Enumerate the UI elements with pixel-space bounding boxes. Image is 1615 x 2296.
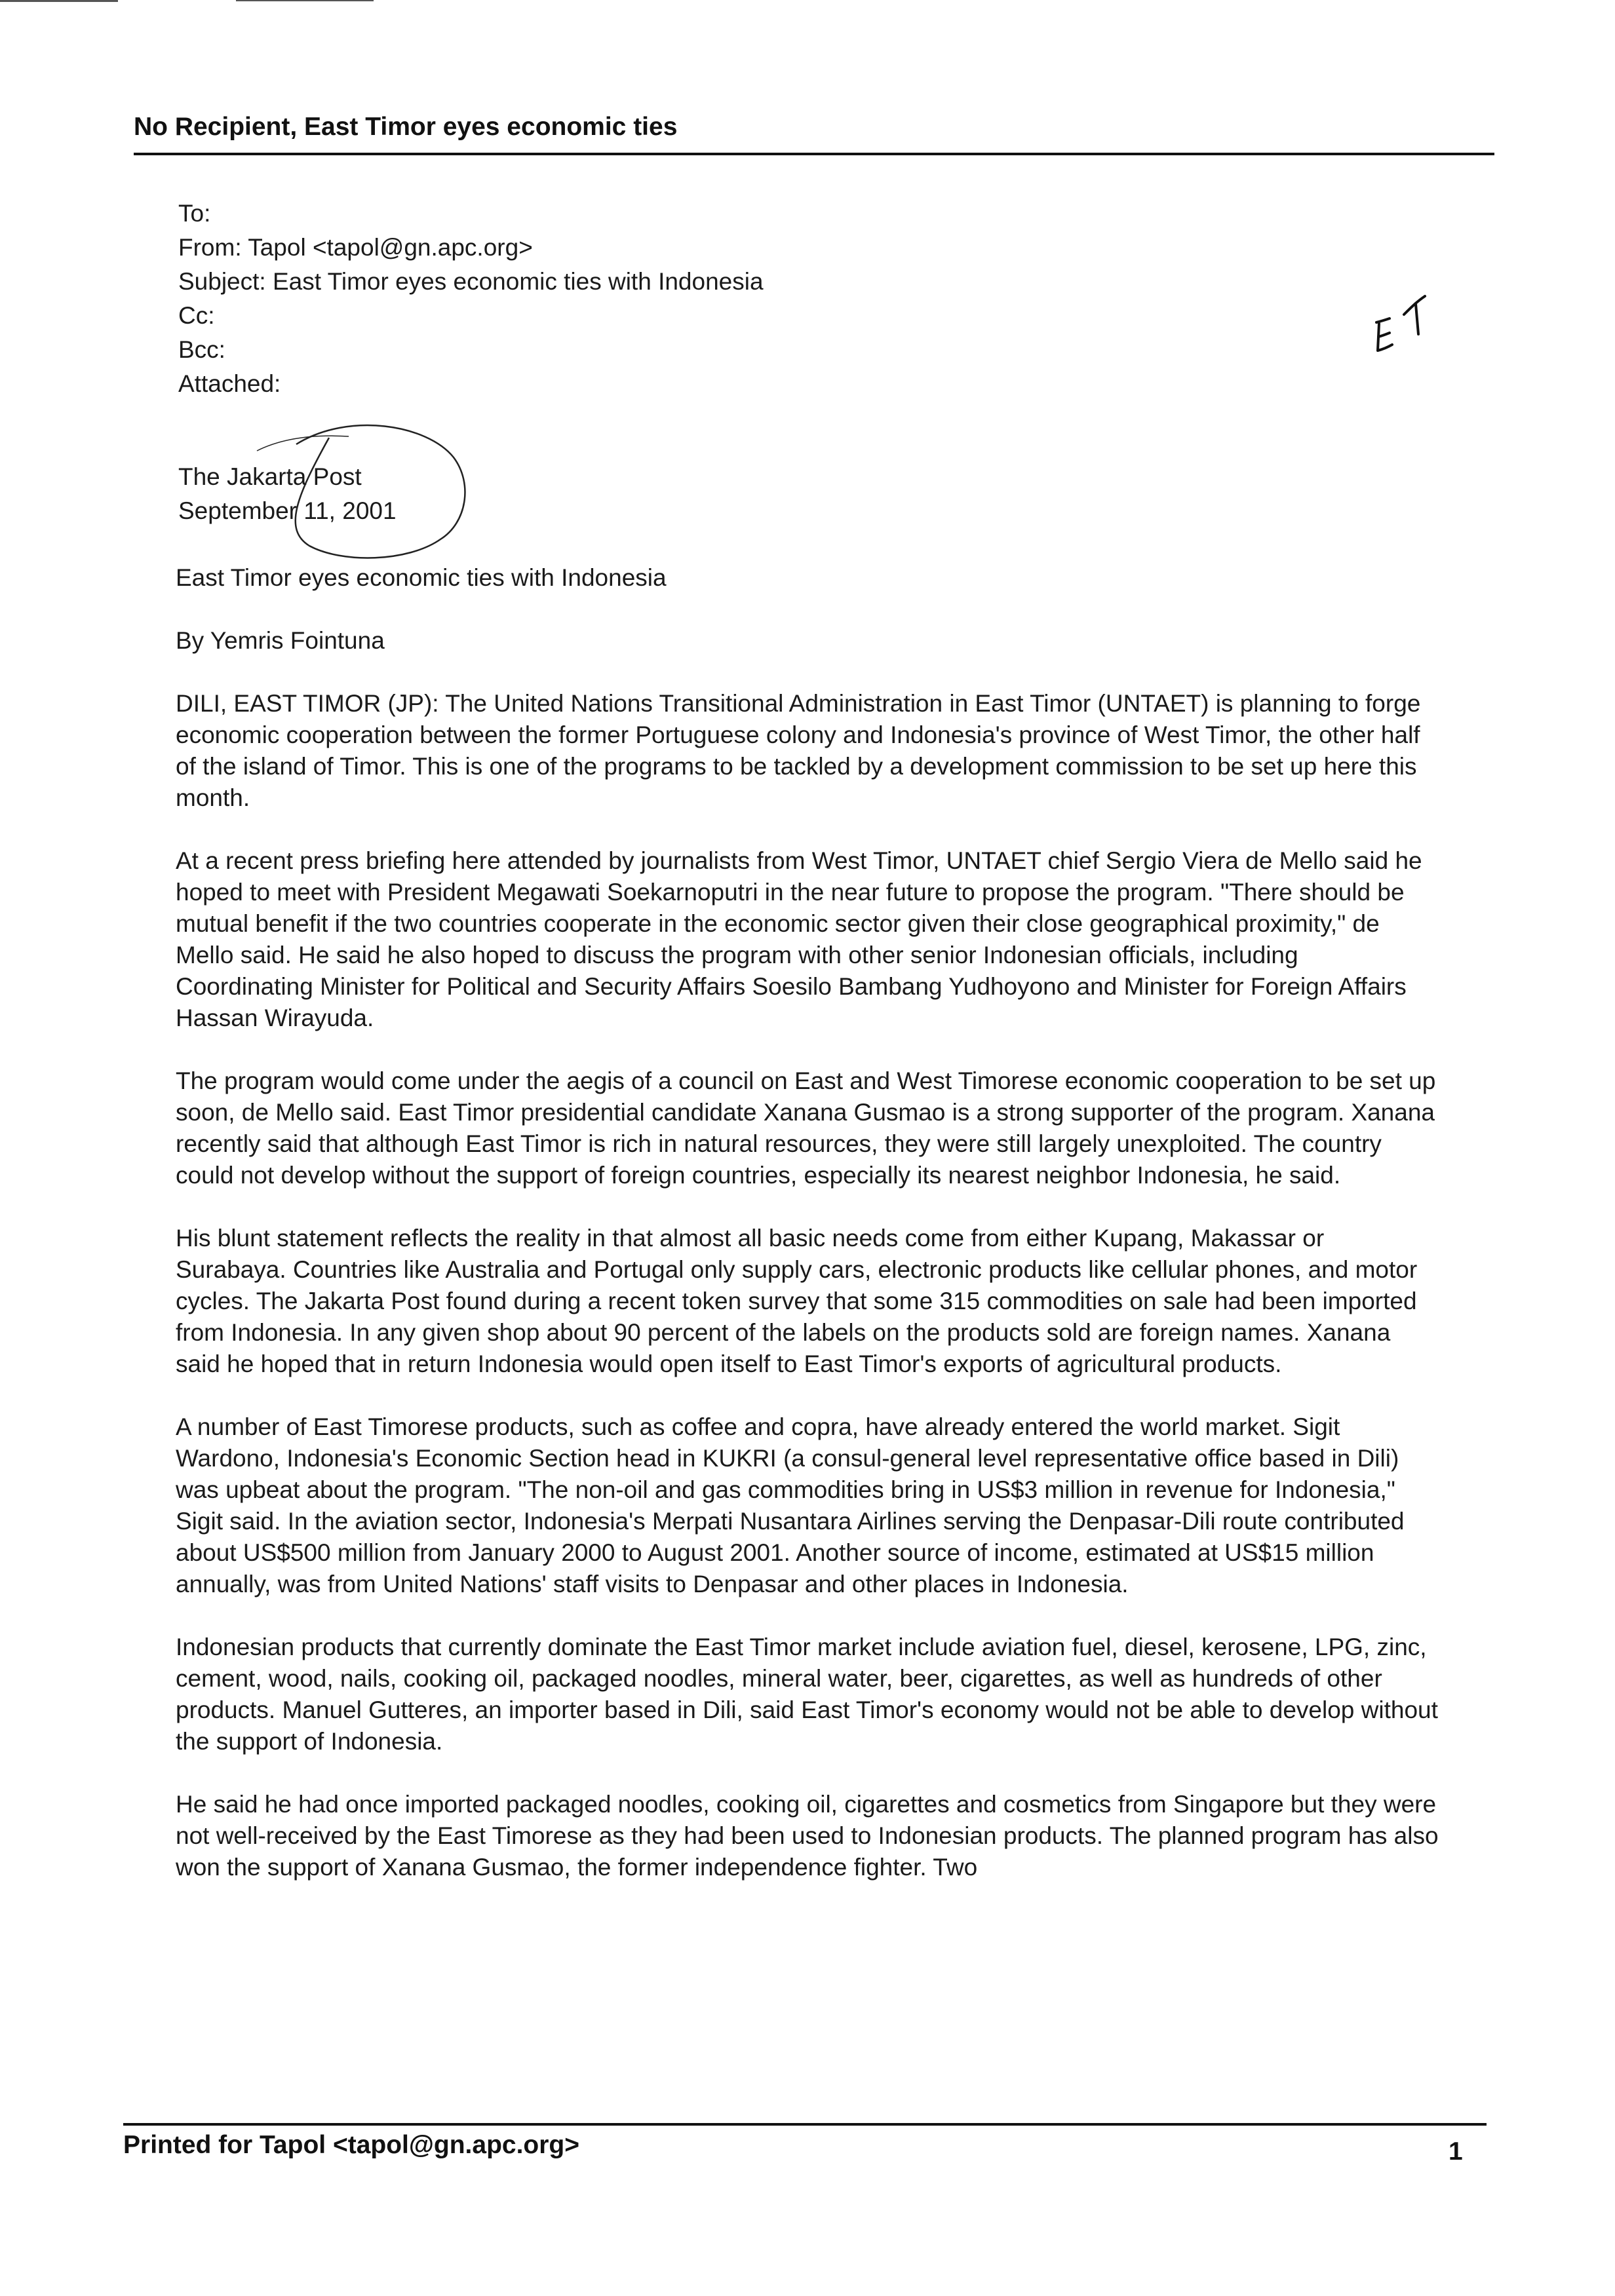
header-rule [134, 153, 1494, 155]
page-footer: Printed for Tapol <tapol@gn.apc.org> [123, 2131, 580, 2159]
article-paragraph: The program would come under the aegis of a council on East and West Timorese economic cooperation to be set up soon, de Mello said. East Timor presidential candidate Xanana Gusmao is a strong supporter of the program. Xanana recently said that although East Timor is rich in natural resources, they were still largely unexploited. The country could not develop without the support of foreign countries, especially its nearest neighbor Indonesia, he said. [176, 1067, 1436, 1189]
article-paragraph: He said he had once imported packaged noodles, cooking oil, cigarettes and cosmetics from Singapore but they were not well-received by the East Timorese as they had been used to Indonesian products. The planned program has also won the support of Xanana Gusmao, the former independence fighter. Two [176, 1791, 1439, 1881]
email-subject: Subject: East Timor eyes economic ties with Indonesia [178, 268, 764, 295]
article-paragraph: At a recent press briefing here attended by journalists from West Timor, UNTAET chief Sergio Viera de Mello said he hoped to meet with President Megawati Soekarnoputri in the near future to propose the program. "There should be mutual benefit if the two countries cooperate in the economic sector given their close geographical proximity," de Mello said. He said he also hoped to discuss the program with other senior Indonesian officials, including Coordinating Minister for Political and Security Affairs Soesilo Bambang Yudhoyono and Minister for Foreign Affairs Hassan Wirayuda. [176, 847, 1422, 1031]
publication-date: September 11, 2001 [178, 497, 397, 524]
email-attached: Attached: [178, 370, 281, 397]
article-paragraph: His blunt statement reflects the reality in that almost all basic needs come from either Kupang, Makassar or Surabaya. Countries like Australia and Portugal only supply cars, electronic products like cellular phones, and motor cycles. The Jakarta Post found during a recent token survey that some 315 commodities on sale had been imported from Indonesia. In any given shop about 90 percent of the labels on the products sold are foreign names. Xanana said he hoped that in return Indonesia would open itself to East Timor's exports of agricultural products. [176, 1225, 1418, 1377]
handwritten-et-mark [1370, 288, 1449, 373]
page-header-title: No Recipient, East Timor eyes economic ties [134, 113, 678, 141]
article-body [176, 562, 1441, 1915]
article-paragraph: A number of East Timorese products, such as coffee and copra, have already entered the world market. Sigit Wardono, Indonesia's Economic Section head in KUKRI (a consul-general level representative office based in Dili) was upbeat about the program. "The non-oil and gas commodities bring in US$3 million in revenue for Indonesia," Sigit said. In the aviation sector, Indonesia's Merpati Nusantara Airlines serving the Denpasar-Dili route contributed about US$500 million from January 2000 to August 2001. Another source of income, estimated at US$15 million annually, was from United Nations' staff visits to Denpasar and other places in Indonesia. [176, 1413, 1405, 1598]
article-paragraph: DILI, EAST TIMOR (JP): The United Nations Transitional Administration in East Timor (UNTAET) is planning to forge economic cooperation between the former Portuguese colony and Indonesia's province of West Timor, the other half of the island of Timor. This is one of the programs to be tackled by a development commission to be set up here this month. [176, 690, 1421, 811]
email-bcc: Bcc: [178, 336, 225, 363]
footer-rule [123, 2123, 1487, 2126]
scan-edge-mark [0, 0, 118, 2]
article-paragraph: Indonesian products that currently dominate the East Timor market include aviation fuel, diesel, kerosene, LPG, zinc, cement, wood, nails, cooking oil, packaged noodles, mineral water, beer, cigarettes, as well as hundreds of other products. Manuel Gutteres, an importer based in Dili, said East Timor's economy would not be able to develop without the support of Indonesia. [176, 1634, 1438, 1755]
article-title: East Timor eyes economic ties with Indonesia [176, 564, 667, 591]
page-number: 1 [1449, 2137, 1463, 2166]
article-byline: By Yemris Fointuna [176, 627, 385, 654]
email-to: To: [178, 200, 211, 227]
scan-edge-mark [236, 0, 374, 1]
email-header-block [178, 197, 764, 401]
email-cc: Cc: [178, 302, 215, 329]
source-block [178, 460, 397, 528]
email-from: From: Tapol <tapol@gn.apc.org> [178, 234, 533, 261]
publication-name: The Jakarta Post [178, 463, 362, 490]
